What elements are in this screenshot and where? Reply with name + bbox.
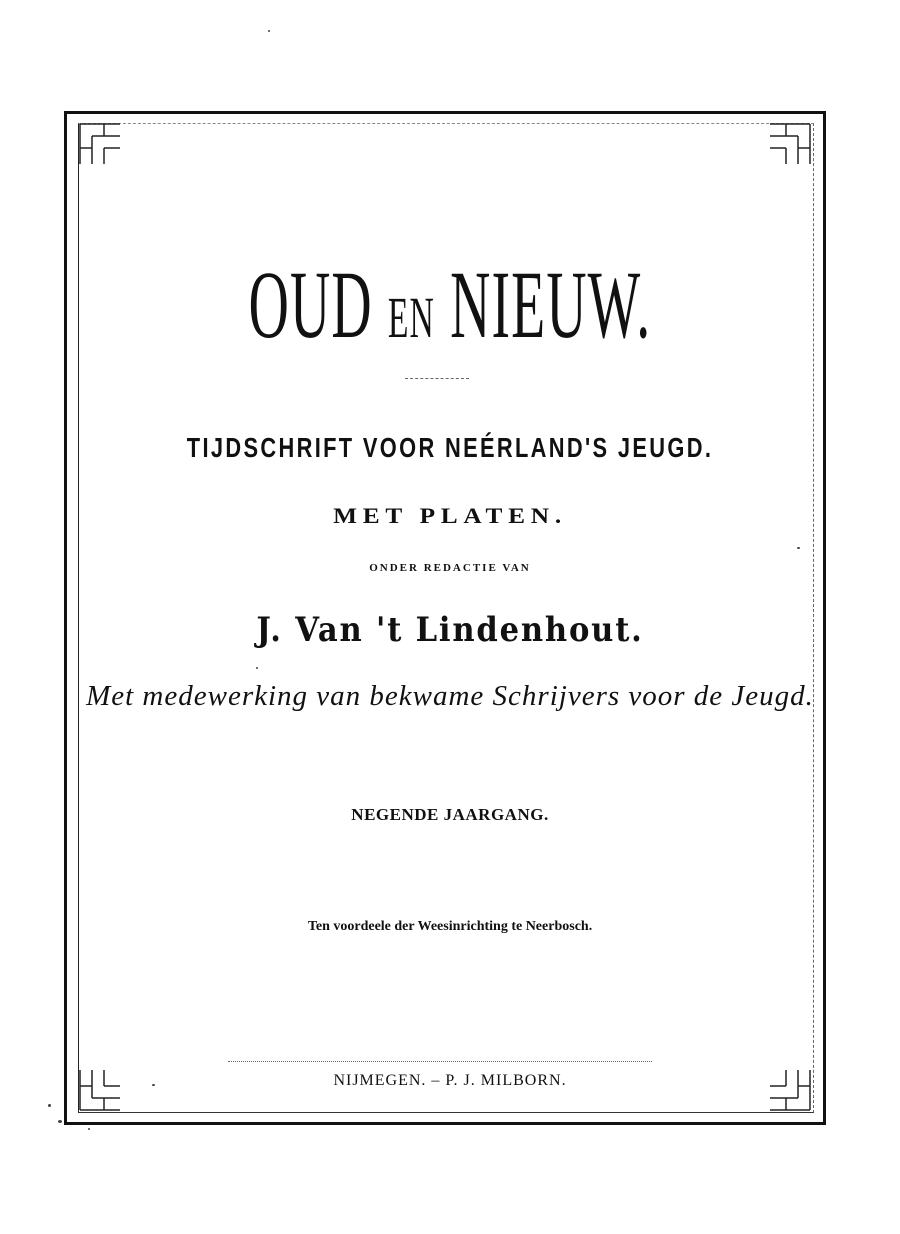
print-speck bbox=[256, 667, 258, 669]
cooperation-line: Met medewerking van bekwame Schrijvers voor de Jeugd. bbox=[86, 680, 814, 712]
title-word-en: EN bbox=[387, 285, 435, 350]
imprint: NIJMEGEN. – P. J. MILBORN. bbox=[333, 1072, 567, 1089]
volume-line: NEGENDE JAARGANG. bbox=[351, 805, 549, 824]
print-speck bbox=[48, 1104, 51, 1107]
print-speck bbox=[268, 30, 270, 32]
imprint-divider bbox=[228, 1061, 652, 1062]
page-title bbox=[189, 250, 711, 373]
illustrations-line: MET PLATEN. bbox=[333, 503, 567, 528]
corner-ornament-top-left bbox=[74, 118, 126, 170]
title-divider bbox=[405, 378, 469, 379]
editor-name: J. Van 't Lindenhout. bbox=[256, 610, 644, 650]
subtitle: TIJDSCHRIFT VOOR NEÉRLAND'S JEUGD. bbox=[186, 432, 714, 463]
print-speck bbox=[88, 1128, 90, 1130]
title-word-nieuw: NIEUW. bbox=[450, 251, 652, 358]
corner-ornament-top-right bbox=[764, 118, 816, 170]
print-speck bbox=[797, 547, 800, 549]
title-word-oud: OUD bbox=[248, 251, 373, 358]
editor-intro: ONDER REDACTIE VAN bbox=[369, 562, 531, 574]
print-speck bbox=[152, 1084, 155, 1086]
benefit-line: Ten voordeele der Weesinrichting te Neerbosch. bbox=[307, 919, 593, 934]
print-speck bbox=[58, 1120, 62, 1123]
